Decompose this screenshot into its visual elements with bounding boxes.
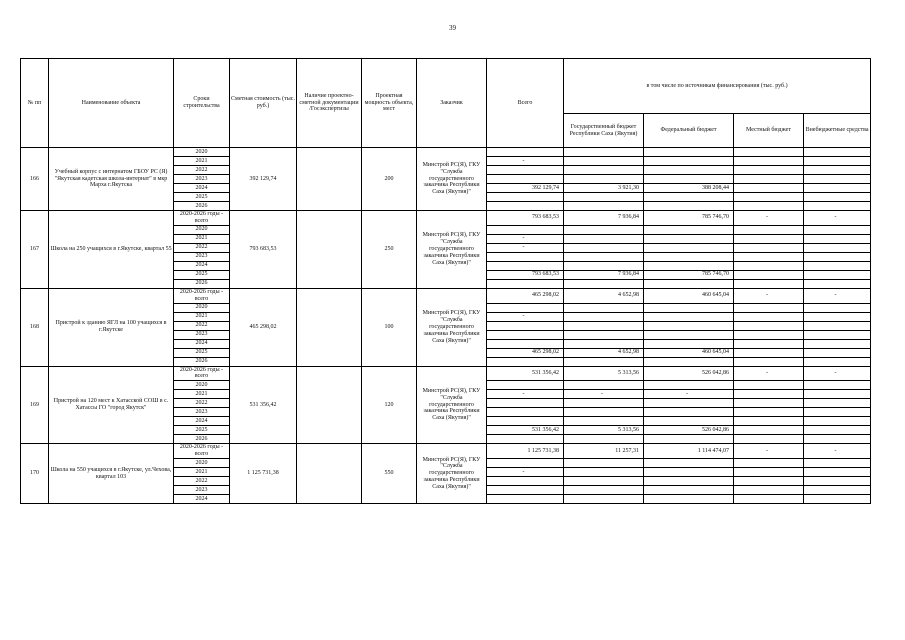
object-customer: Минстрой РС(Я), ГКУ "Служба государственного заказчика Республики Саха (Якутия)"	[417, 366, 487, 444]
total-cell	[487, 408, 564, 417]
local-budget-cell	[734, 270, 804, 279]
extra-budget-cell	[804, 381, 871, 390]
local-budget-cell	[734, 148, 804, 157]
local-budget-cell	[734, 279, 804, 288]
local-budget-cell	[734, 468, 804, 477]
state-budget-cell: 7 936,84	[564, 211, 644, 226]
local-budget-cell	[734, 486, 804, 495]
year-cell: 2024	[174, 339, 230, 348]
year-cell: 2022	[174, 477, 230, 486]
local-budget-cell	[734, 330, 804, 339]
local-budget-cell	[734, 357, 804, 366]
extra-budget-cell	[804, 234, 871, 243]
total-cell	[487, 202, 564, 211]
extra-budget-cell	[804, 157, 871, 166]
extra-budget-cell: -	[804, 288, 871, 303]
object-name: Школа на 250 учащихся в г.Якутске, квартал 55	[49, 211, 174, 289]
local-budget-cell	[734, 303, 804, 312]
state-budget-cell	[564, 279, 644, 288]
object-num: 166	[21, 148, 49, 211]
object-docs	[297, 366, 362, 444]
object-cost: 465 298,02	[230, 288, 297, 366]
federal-budget-cell: -	[644, 390, 734, 399]
object-cost: 1 125 731,38	[230, 444, 297, 504]
state-budget-cell: 3 921,30	[564, 184, 644, 193]
year-cell: 2020-2026 годы - всего	[174, 366, 230, 381]
header-capacity: Проектная мощность объекта, мест	[362, 59, 417, 148]
year-cell: 2023	[174, 486, 230, 495]
total-cell	[487, 435, 564, 444]
header-extra: Внебюджетные средства	[804, 114, 871, 148]
total-cell: 392 129,74	[487, 184, 564, 193]
federal-budget-cell	[644, 477, 734, 486]
year-cell: 2025	[174, 270, 230, 279]
state-budget-cell	[564, 321, 644, 330]
year-cell: 2026	[174, 357, 230, 366]
state-budget-cell	[564, 252, 644, 261]
header-sources-group: в том числе по источникам финансирования (тыс. руб.)	[564, 59, 871, 114]
extra-budget-cell	[804, 202, 871, 211]
header-state: Государственный бюджет Республики Саха (Якутия)	[564, 114, 644, 148]
state-budget-cell	[564, 468, 644, 477]
federal-budget-cell	[644, 166, 734, 175]
header-terms: Сроки строительства	[174, 59, 230, 148]
total-cell: 793 683,53	[487, 211, 564, 226]
extra-budget-cell	[804, 243, 871, 252]
local-budget-cell	[734, 381, 804, 390]
federal-budget-cell	[644, 459, 734, 468]
local-budget-cell	[734, 408, 804, 417]
header-customer: Заказчик	[417, 59, 487, 148]
extra-budget-cell	[804, 166, 871, 175]
object-docs	[297, 211, 362, 289]
state-budget-cell	[564, 357, 644, 366]
extra-budget-cell	[804, 459, 871, 468]
total-cell	[487, 486, 564, 495]
year-cell: 2020	[174, 303, 230, 312]
local-budget-cell	[734, 435, 804, 444]
local-budget-cell	[734, 339, 804, 348]
extra-budget-cell	[804, 468, 871, 477]
local-budget-cell	[734, 321, 804, 330]
object-cost: 531 356,42	[230, 366, 297, 444]
state-budget-cell: -	[564, 390, 644, 399]
year-cell: 2026	[174, 279, 230, 288]
total-cell	[487, 193, 564, 202]
object-name: Пристрой на 120 мест к Хатасской СОШ в с. Хатассы ГО "город Якутск"	[49, 366, 174, 444]
federal-budget-cell	[644, 435, 734, 444]
year-cell: 2026	[174, 202, 230, 211]
extra-budget-cell	[804, 193, 871, 202]
table-row	[21, 444, 871, 459]
state-budget-cell	[564, 312, 644, 321]
year-cell: 2025	[174, 426, 230, 435]
state-budget-cell	[564, 381, 644, 390]
state-budget-cell	[564, 261, 644, 270]
total-cell	[487, 175, 564, 184]
year-cell: 2020-2026 годы - всего	[174, 444, 230, 459]
year-cell: 2022	[174, 243, 230, 252]
local-budget-cell	[734, 157, 804, 166]
year-cell: 2023	[174, 408, 230, 417]
local-budget-cell: -	[734, 444, 804, 459]
object-docs	[297, 288, 362, 366]
federal-budget-cell	[644, 417, 734, 426]
federal-budget-cell	[644, 381, 734, 390]
federal-budget-cell	[644, 321, 734, 330]
year-cell: 2025	[174, 348, 230, 357]
extra-budget-cell	[804, 426, 871, 435]
extra-budget-cell	[804, 348, 871, 357]
federal-budget-cell	[644, 468, 734, 477]
extra-budget-cell	[804, 339, 871, 348]
header-name: Наименование объекта	[49, 59, 174, 148]
total-cell: 793 683,53	[487, 270, 564, 279]
object-cost: 392 129,74	[230, 148, 297, 211]
object-docs	[297, 148, 362, 211]
local-budget-cell	[734, 348, 804, 357]
year-cell: 2025	[174, 193, 230, 202]
total-cell	[487, 417, 564, 426]
total-cell: -	[487, 157, 564, 166]
state-budget-cell	[564, 495, 644, 504]
total-cell	[487, 166, 564, 175]
local-budget-cell	[734, 166, 804, 175]
state-budget-cell: 5 313,56	[564, 426, 644, 435]
table-row	[21, 148, 871, 157]
total-cell	[487, 330, 564, 339]
state-budget-cell	[564, 486, 644, 495]
total-cell	[487, 279, 564, 288]
year-cell: 2020-2026 годы - всего	[174, 288, 230, 303]
header-docs: Наличие проектно-сметной документации /Госэкспертизы	[297, 59, 362, 148]
total-cell	[487, 357, 564, 366]
object-name: Пристрой к зданию ЯГЛ на 100 учащихся в г.Якутске	[49, 288, 174, 366]
total-cell	[487, 261, 564, 270]
local-budget-cell	[734, 234, 804, 243]
federal-budget-cell: 460 645,04	[644, 288, 734, 303]
total-cell: 531 356,42	[487, 366, 564, 381]
year-cell: 2024	[174, 261, 230, 270]
local-budget-cell	[734, 243, 804, 252]
year-cell: 2024	[174, 184, 230, 193]
object-customer: Минстрой РС(Я), ГКУ "Служба государственного заказчика Республики Саха (Якутия)"	[417, 288, 487, 366]
extra-budget-cell	[804, 408, 871, 417]
object-name: Школа на 550 учащихся в г.Якутске, ул.Чехова, квартал 103	[49, 444, 174, 504]
state-budget-cell: 5 313,56	[564, 366, 644, 381]
state-budget-cell	[564, 202, 644, 211]
total-cell: -	[487, 234, 564, 243]
object-customer: Минстрой РС(Я), ГКУ "Служба государственного заказчика Республики Саха (Якутия)"	[417, 148, 487, 211]
federal-budget-cell	[644, 408, 734, 417]
federal-budget-cell	[644, 157, 734, 166]
extra-budget-cell: -	[804, 366, 871, 381]
state-budget-cell: 4 652,98	[564, 348, 644, 357]
year-cell: 2022	[174, 399, 230, 408]
extra-budget-cell	[804, 399, 871, 408]
federal-budget-cell	[644, 399, 734, 408]
total-cell	[487, 495, 564, 504]
object-num: 170	[21, 444, 49, 504]
year-cell: 2023	[174, 175, 230, 184]
state-budget-cell	[564, 435, 644, 444]
local-budget-cell	[734, 261, 804, 270]
state-budget-cell	[564, 330, 644, 339]
year-cell: 2021	[174, 468, 230, 477]
total-cell	[487, 321, 564, 330]
state-budget-cell	[564, 243, 644, 252]
extra-budget-cell	[804, 312, 871, 321]
extra-budget-cell: -	[804, 444, 871, 459]
year-cell: 2020	[174, 381, 230, 390]
object-num: 168	[21, 288, 49, 366]
extra-budget-cell	[804, 279, 871, 288]
total-cell: 465 298,02	[487, 288, 564, 303]
year-cell: 2024	[174, 417, 230, 426]
federal-budget-cell: 460 645,04	[644, 348, 734, 357]
object-num: 167	[21, 211, 49, 289]
year-cell: 2020	[174, 148, 230, 157]
year-cell: 2024	[174, 495, 230, 504]
federal-budget-cell: 526 042,86	[644, 366, 734, 381]
extra-budget-cell	[804, 252, 871, 261]
extra-budget-cell	[804, 321, 871, 330]
header-total: Всего	[487, 59, 564, 148]
object-customer: Минстрой РС(Я), ГКУ "Служба государственного заказчика Республики Саха (Якутия)"	[417, 444, 487, 504]
header-num: № пп	[21, 59, 49, 148]
federal-budget-cell	[644, 486, 734, 495]
year-cell: 2022	[174, 166, 230, 175]
header-local: Местный бюджет	[734, 114, 804, 148]
state-budget-cell	[564, 148, 644, 157]
extra-budget-cell	[804, 303, 871, 312]
extra-budget-cell: -	[804, 211, 871, 226]
extra-budget-cell	[804, 148, 871, 157]
federal-budget-cell: 388 208,44	[644, 184, 734, 193]
total-cell	[487, 399, 564, 408]
local-budget-cell	[734, 184, 804, 193]
federal-budget-cell: 526 042,86	[644, 426, 734, 435]
extra-budget-cell	[804, 417, 871, 426]
year-cell: 2021	[174, 390, 230, 399]
federal-budget-cell	[644, 252, 734, 261]
federal-budget-cell	[644, 234, 734, 243]
extra-budget-cell	[804, 435, 871, 444]
object-name: Учебный корпус с интернатом ГБОУ РС (Я) "Якутская кадетская школа-интернат" в мкр Марха г.Якутска	[49, 148, 174, 211]
total-cell	[487, 477, 564, 486]
extra-budget-cell	[804, 495, 871, 504]
local-budget-cell	[734, 399, 804, 408]
year-cell: 2020-2026 годы - всего	[174, 211, 230, 226]
extra-budget-cell	[804, 175, 871, 184]
extra-budget-cell	[804, 184, 871, 193]
local-budget-cell	[734, 202, 804, 211]
state-budget-cell	[564, 417, 644, 426]
state-budget-cell	[564, 339, 644, 348]
federal-budget-cell	[644, 279, 734, 288]
object-capacity: 550	[362, 444, 417, 504]
federal-budget-cell: 1 114 474,07	[644, 444, 734, 459]
total-cell: -	[487, 390, 564, 399]
federal-budget-cell: 785 746,70	[644, 270, 734, 279]
state-budget-cell: 7 936,84	[564, 270, 644, 279]
total-cell: 465 298,02	[487, 348, 564, 357]
year-cell: 2021	[174, 312, 230, 321]
object-docs	[297, 444, 362, 504]
year-cell: 2022	[174, 321, 230, 330]
local-budget-cell: -	[734, 366, 804, 381]
state-budget-cell	[564, 408, 644, 417]
year-cell: 2020	[174, 225, 230, 234]
object-capacity: 120	[362, 366, 417, 444]
table-row	[21, 211, 871, 226]
extra-budget-cell	[804, 390, 871, 399]
financing-table	[20, 58, 871, 504]
federal-budget-cell	[644, 193, 734, 202]
extra-budget-cell	[804, 330, 871, 339]
total-cell: -	[487, 312, 564, 321]
total-cell	[487, 252, 564, 261]
federal-budget-cell	[644, 312, 734, 321]
total-cell	[487, 225, 564, 234]
object-capacity: 200	[362, 148, 417, 211]
year-cell: 2021	[174, 234, 230, 243]
state-budget-cell: 11 257,31	[564, 444, 644, 459]
federal-budget-cell	[644, 357, 734, 366]
total-cell	[487, 339, 564, 348]
object-cost: 793 683,53	[230, 211, 297, 289]
header-federal: Федеральный бюджет	[644, 114, 734, 148]
federal-budget-cell	[644, 202, 734, 211]
state-budget-cell	[564, 399, 644, 408]
table-row	[21, 366, 871, 381]
extra-budget-cell	[804, 477, 871, 486]
extra-budget-cell	[804, 225, 871, 234]
federal-budget-cell	[644, 303, 734, 312]
state-budget-cell	[564, 175, 644, 184]
extra-budget-cell	[804, 270, 871, 279]
total-cell	[487, 459, 564, 468]
extra-budget-cell	[804, 261, 871, 270]
local-budget-cell	[734, 477, 804, 486]
federal-budget-cell	[644, 175, 734, 184]
object-capacity: 100	[362, 288, 417, 366]
table-row	[21, 288, 871, 303]
local-budget-cell: -	[734, 288, 804, 303]
total-cell: -	[487, 468, 564, 477]
local-budget-cell	[734, 459, 804, 468]
year-cell: 2026	[174, 435, 230, 444]
year-cell: 2020	[174, 459, 230, 468]
extra-budget-cell	[804, 486, 871, 495]
total-cell	[487, 381, 564, 390]
total-cell: -	[487, 243, 564, 252]
object-capacity: 250	[362, 211, 417, 289]
total-cell: 1 125 731,38	[487, 444, 564, 459]
state-budget-cell: 4 652,98	[564, 288, 644, 303]
local-budget-cell	[734, 495, 804, 504]
total-cell	[487, 303, 564, 312]
federal-budget-cell	[644, 243, 734, 252]
federal-budget-cell	[644, 339, 734, 348]
table-body	[21, 148, 871, 504]
federal-budget-cell	[644, 495, 734, 504]
local-budget-cell	[734, 390, 804, 399]
total-cell	[487, 148, 564, 157]
object-customer: Минстрой РС(Я), ГКУ "Служба государственного заказчика Республики Саха (Якутия)"	[417, 211, 487, 289]
federal-budget-cell	[644, 261, 734, 270]
federal-budget-cell	[644, 330, 734, 339]
local-budget-cell	[734, 252, 804, 261]
year-cell: 2021	[174, 157, 230, 166]
state-budget-cell	[564, 303, 644, 312]
local-budget-cell	[734, 417, 804, 426]
total-cell: 531 356,42	[487, 426, 564, 435]
state-budget-cell	[564, 459, 644, 468]
state-budget-cell	[564, 234, 644, 243]
year-cell: 2023	[174, 330, 230, 339]
state-budget-cell	[564, 477, 644, 486]
local-budget-cell: -	[734, 211, 804, 226]
extra-budget-cell	[804, 357, 871, 366]
federal-budget-cell: 785 746,70	[644, 211, 734, 226]
local-budget-cell	[734, 175, 804, 184]
federal-budget-cell	[644, 148, 734, 157]
state-budget-cell	[564, 193, 644, 202]
year-cell: 2023	[174, 252, 230, 261]
local-budget-cell	[734, 193, 804, 202]
local-budget-cell	[734, 312, 804, 321]
header-cost: Сметная стоимость (тыс. руб.)	[230, 59, 297, 148]
state-budget-cell	[564, 225, 644, 234]
state-budget-cell	[564, 157, 644, 166]
local-budget-cell	[734, 426, 804, 435]
object-num: 169	[21, 366, 49, 444]
page-number: 39	[449, 24, 456, 32]
federal-budget-cell	[644, 225, 734, 234]
state-budget-cell	[564, 166, 644, 175]
local-budget-cell	[734, 225, 804, 234]
